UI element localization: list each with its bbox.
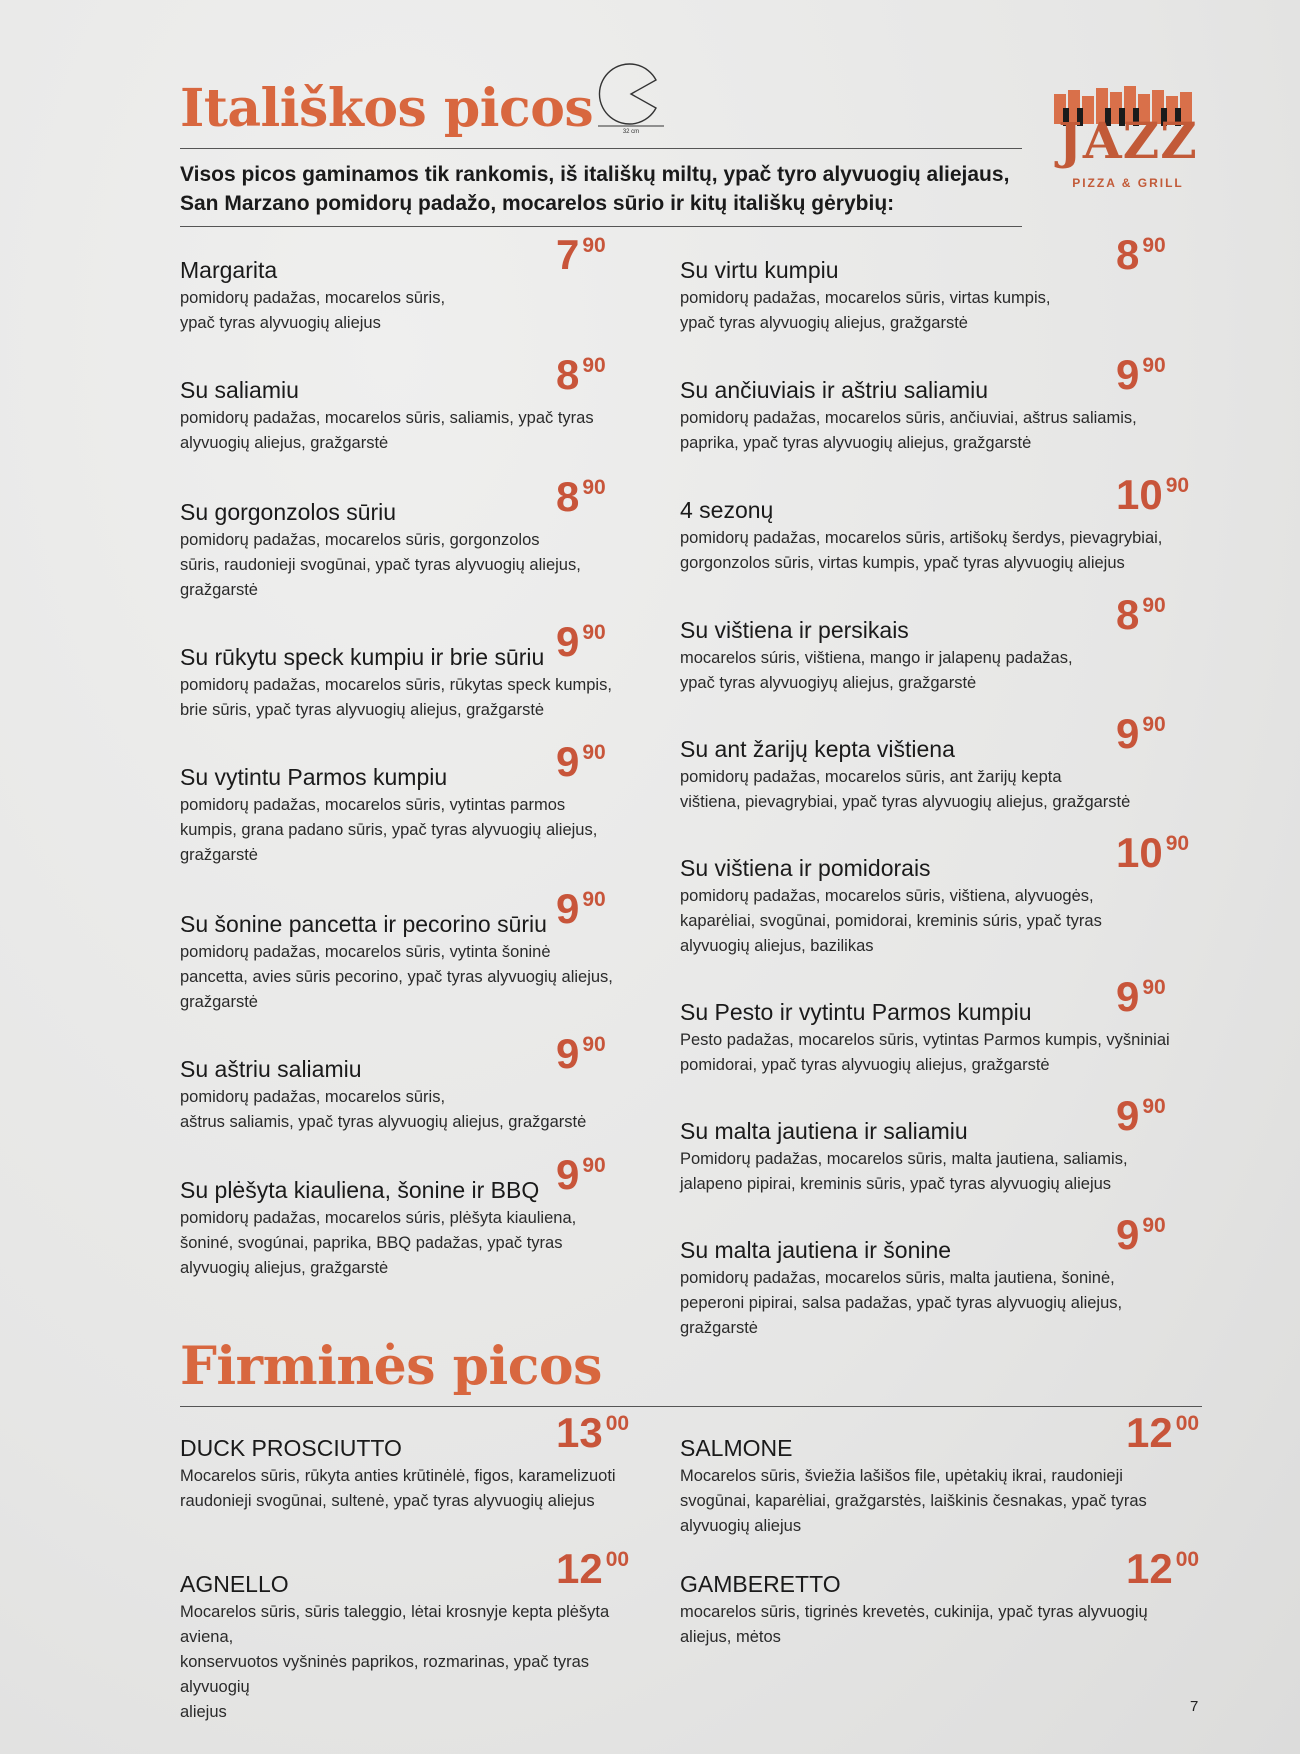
item-description: Pomidorų padažas, mocarelos sūris, malta jautiena, saliamis, jalapeno pipirai, kreminis sūris, ypač tyras alyvuogių aliejus (680, 1150, 1128, 1193)
item-name: Su gorgonzolos sūriu (180, 499, 397, 525)
item-price: 9 90 (1116, 1092, 1166, 1139)
menu-item (680, 351, 1220, 456)
item-description: mocarelos súris, vištiena, mango ir jalapenų padažas, ypač tyras alyvuogiyų aliejus, gražgarstė (680, 649, 1073, 692)
item-price: 9 90 (556, 885, 606, 932)
menu-item (180, 1409, 660, 1514)
item-name: 4 sezonų (680, 497, 774, 523)
item-name: GAMBERETTO (680, 1571, 841, 1597)
page-number: 7 (1190, 1698, 1199, 1715)
item-name: Su vytintu Parmos kumpiu (180, 764, 448, 790)
intro-text (180, 160, 1040, 218)
item-description: pomidorų padažas, mocarelos sūris, ant žarijų kepta vištiena, pievagrybiai, ypač tyras alyvuogių aliejus, gražgarstė (680, 768, 1131, 811)
item-description: pomidorų padažas, mocarelos sūris, ypač tyras alyvuogių aliejus (180, 289, 446, 332)
item-description: mocarelos sūris, tigrinės krevetės, cukinija, ypač tyras alyvuogių aliejus, mėtos (680, 1603, 1148, 1646)
item-description: pomidorų padažas, mocarelos sūris, aštrus saliamis, ypač tyras alyvuogių aliejus, gražgarstė (180, 1088, 587, 1131)
item-description: pomidorų padažas, mocarelos sūris, vytintas parmos kumpis, grana padano sūris, ypač tyras alyvuogių aliejus, gražgarstė (180, 796, 598, 864)
item-price: 12 00 (1126, 1545, 1200, 1592)
menu-item (180, 1030, 650, 1135)
item-price: 9 90 (1116, 973, 1166, 1020)
menu-item (680, 710, 1220, 815)
menu-item (680, 591, 1220, 696)
menu-item (180, 473, 650, 603)
item-name: Su ant žarijų kepta vištiena (680, 736, 955, 762)
menu-item (180, 738, 650, 868)
item-description: pomidorų padažas, mocarelos sūris, ančiuviai, aštrus saliamis, paprika, ypač tyras alyvuogių aliejus, gražgarstė (680, 409, 1137, 452)
item-name: Su rūkytu speck kumpiu ir brie sūriu (180, 644, 545, 670)
item-description: Pesto padažas, mocarelos sūris, vytintas Parmos kumpis, vyšniniai pomidorai, ypač tyras alyvuogių aliejus, gražgarstė (680, 1031, 1170, 1074)
item-price: 9 90 (1116, 710, 1166, 757)
menu-item (680, 1545, 1220, 1650)
item-name: Su Pesto ir vytintu Parmos kumpiu (680, 999, 1032, 1025)
item-name: Su vištiena ir persikais (680, 617, 909, 643)
item-price: 7 90 (556, 231, 606, 278)
item-description: Mocarelos sūris, šviežia lašišos file, upėtakių ikrai, raudonieji svogūnai, kaparėliai, gražgarstės, laiškinis česnakas, ypač tyras alyvuogių aliejus (680, 1467, 1147, 1535)
item-price: 9 90 (556, 618, 606, 665)
item-description: pomidorų padažas, mocarelos sūris, vištiena, alyvuogės, kaparėliai, svogūnai, pomidorai, kreminis súris, ypač tyras alyvuogių aliejus, bazilikas (680, 887, 1102, 955)
item-price: 12 00 (1126, 1409, 1200, 1456)
item-name: Su aštriu saliamiu (180, 1056, 362, 1082)
signature-pizzas-title: Firminės picos (180, 1336, 602, 1397)
item-description: pomidorų padažas, mocarelos sūris, artišokų šerdys, pievagrybiai, gorgonzolos sūris, virtas kumpis, ypač tyras alyvuogių aliejus (680, 529, 1163, 572)
logo-subtitle: PIZZA & GRILL (1072, 176, 1184, 190)
intro-line-2: San Marzano pomidorų padažo, mocarelos sūrio ir kitų itališkų gėrybių: (180, 192, 895, 215)
item-description: pomidorų padažas, mocarelos sūris, virtas kumpis, ypač tyras alyvuogių aliejus, gražgarstė (680, 289, 1051, 332)
menu-item (180, 351, 650, 456)
item-name: Su saliamiu (180, 377, 299, 403)
item-price: 8 90 (1116, 231, 1166, 278)
item-price: 10 90 (1116, 829, 1190, 876)
item-name: Su malta jautiena ir saliamiu (680, 1118, 968, 1144)
item-description: Mocarelos sūris, sūris taleggio, lėtai krosnyje kepta plėšyta aviena, konservuotos vyšninės paprikos, rozmarinas, ypač tyras alyvuogių aliejus (180, 1603, 610, 1721)
menu-item (680, 829, 1220, 959)
intro-line-1: Visos picos gaminamos tik rankomis, iš itališkų miltų, ypač tyro alyvuogių aliejaus, (180, 163, 1010, 186)
menu-item (180, 1545, 660, 1725)
item-price: 10 90 (1116, 471, 1190, 518)
item-price: 8 90 (556, 351, 606, 398)
item-description: pomidorų padažas, mocarelos súris, plėšyta kiauliena, šoniné, svogúnai, paprika, BBQ padažas, ypač tyras alyvuogių aliejus, gražgarstė (180, 1209, 577, 1277)
item-price: 9 90 (1116, 351, 1166, 398)
item-name: Su ančiuviais ir aštriu saliamiu (680, 377, 989, 403)
item-description: Mocarelos sūris, rūkyta anties krūtinėlė, figos, karamelizuoti raudonieji svogūnai, sultenė, ypač tyras alyvuogių aliejus (180, 1467, 616, 1510)
item-price: 13 00 (556, 1409, 630, 1456)
signature-rule (180, 1406, 1202, 1407)
logo-wordmark: JAZZ (1058, 111, 1198, 170)
item-name: DUCK PROSCIUTTO (180, 1435, 402, 1461)
menu-item (680, 471, 1220, 576)
item-description: pomidorų padažas, mocarelos sūris, gorgonzolos sūris, raudonieji svogūnai, ypač tyras alyvuogių aliejus, gražgarstė (180, 531, 581, 599)
menu-item (680, 1092, 1220, 1197)
item-price: 9 90 (556, 738, 606, 785)
item-price: 9 90 (1116, 1211, 1166, 1258)
menu-item (680, 1409, 1220, 1539)
italian-pizzas-title: Itališkos picos (180, 78, 594, 139)
pizza-size-icon (596, 56, 666, 134)
item-description: pomidorų padažas, mocarelos sūris, saliamis, ypač tyras alyvuogių aliejus, gražgarstė (180, 409, 594, 452)
item-name: Margarita (180, 257, 278, 283)
menu-item (180, 231, 650, 336)
intro-rule (180, 226, 1022, 227)
menu-item (680, 1211, 1220, 1341)
item-description: pomidorų padažas, mocarelos sūris, malta jautiena, šoninė, peperoni pipirai, salsa padažas, ypač tyras alyvuogių aliejus, gražgarstė (680, 1269, 1123, 1337)
item-price: 9 90 (556, 1151, 606, 1198)
menu-item (680, 231, 1220, 336)
item-name: Su šonine pancetta ir pecorino sūriu (180, 911, 547, 937)
item-name: AGNELLO (180, 1571, 289, 1597)
item-price: 12 00 (556, 1545, 630, 1592)
pizza-size-label: 32 cm (622, 129, 640, 134)
item-price: 8 90 (556, 473, 606, 520)
item-name: Su vištiena ir pomidorais (680, 855, 931, 881)
item-price: 9 90 (556, 1030, 606, 1077)
item-name: Su virtu kumpiu (680, 257, 839, 283)
item-description: pomidorų padažas, mocarelos sūris, vytinta šoninė pancetta, avies sūris pecorino, ypač tyras alyvuogių aliejus, gražgarstė (180, 943, 613, 1011)
item-name: Su malta jautiena ir šonine (680, 1237, 952, 1263)
item-description: pomidorų padažas, mocarelos sūris, rūkytas speck kumpis, brie sūris, ypač tyras alyvuogių aliejus, gražgarstė (180, 676, 612, 719)
title-rule (180, 148, 1022, 149)
menu-item (180, 1151, 650, 1281)
menu-item (180, 885, 650, 1015)
menu-item (680, 973, 1220, 1078)
menu-item (180, 618, 650, 723)
item-name: SALMONE (680, 1435, 793, 1461)
item-name: Su plėšyta kiauliena, šonine ir BBQ (180, 1177, 540, 1203)
item-price: 8 90 (1116, 591, 1166, 638)
